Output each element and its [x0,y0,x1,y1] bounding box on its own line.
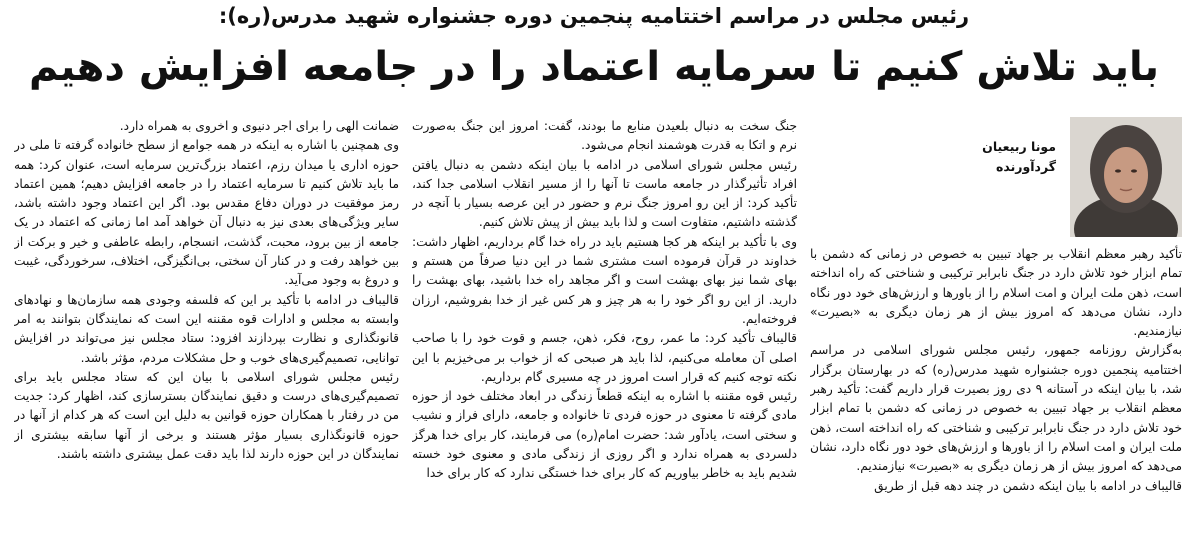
author-role: گردآورنده [995,159,1056,174]
paragraph: قالیباف تأکید کرد: ما عمر، روح، فکر، ذهن، جسم و قوت خود را با صاحب اصلی آن معامله می‌کنیم، لذا باید هر صبحی که از خواب بر می‌خیزیم با این نکته توجه کنیم که قرار است امروز در چه مسیری گام برداریم. [412,331,797,384]
author-box [810,117,1182,243]
paragraph: رئیس قوه مقننه با اشاره به اینکه قطعاً زندگی در ابعاد مختلف خود از حوزه مادی گرفته تا معنوی در حوزه فردی تا خانواده و جامعه، دارای فراز و نشیب و سختی است، یادآور شد: حضرت امام(ره) می فرمایند، کار برای خدا هرگز دلسردی به همراه ندارد و اگر روزی از زندگی مادی و معنوی خود خسته شدیم باید به خاطر بیاوریم که کار برای خدا خستگی ندارد که کار برای خدا [412,389,797,481]
article-column-3 [14,117,399,551]
paragraph: وی با تأکید بر اینکه هر کجا هستیم باید در راه خدا گام برداریم، اظهار داشت: خداوند در قرآن فرموده است مشتری شما در این دنیا صرفاً من هستم و بهای شما نیز بهای بهشت است و اگر مجاهد راه خدا باشید، بهای بهشت را دارید. از این رو اگر خود را به هر چیز و هر کس غیر از خدا بفروشیم، ارزان فروخته‌ایم. [412,234,797,326]
paragraph: قالیباف در ادامه با بیان اینکه دشمن در چند دهه قبل از طریق [874,478,1182,493]
paragraph: رئیس مجلس شورای اسلامی در ادامه با بیان اینکه دشمن به دنبال یافتن افراد تأثیرگذار در جامعه ماست تا آنها را از مسیر انقلاب اسلامی جدا کند، تأکید کرد: از این رو امروز جنگ نرم و حضور در این عرصه بسیار با آنچه در گذشته داشتیم، متفاوت است و لذا باید بیش از پیش تلاش کنیم. [412,157,797,230]
paragraph: قالیباف در ادامه با تأکید بر این که فلسفه وجودی همه سازمان‌ها و نهادهای وابسته به مجلس و ادارات قوه مقننه این است که نمایندگان بتوانند به امر قانونگذاری و نظارت بپردازند افزود: ستاد مجلس نیز می‌تواند در افزایش توانایی، تصمیم‌گیری‌های خوب و حل مشکلات مردم، مؤثر باشد. [14,292,399,365]
paragraph: ضمانت الهی را برای اجر دنیوی و اخروی به همراه دارد. [119,119,399,133]
article-column-1 [810,117,1182,551]
article-kicker: رئیس مجلس در مراسم اختتامیه پنجمین دوره جشنواره شهید مدرس(ره): [218,4,970,28]
article-headline: باید تلاش کنیم تا سرمایه اعتماد را در جامعه افزایش دهیم [28,44,1160,90]
paragraph: به‌گزارش روزنامه جمهور، رئیس مجلس شورای اسلامی در مراسم اختتامیه پنجمین دوره جشنواره شهید مدرس(ره) که در بهارستان برگزار شد، با بیان اینکه در آستانه ۹ دی روز بصیرت قرار داریم گفت: تأکید رهبر معظم انقلاب بر جهاد تبیین به خصوص در زمانی که دشمن با تمام ابزار خود تلاش دارد در جنگ نابرابر ترکیبی و شناختی که راه انداخته است، ذهن ملت ایران و امت اسلام را از باورها و ارزش‌های خود دور نگاه دارد، نشان می‌دهد که امروز بیش از هر زمان دیگری به «بصیرت» نیازمندیم. [810,343,1182,474]
author-photo [1070,117,1182,237]
article-column-2 [412,117,797,551]
paragraph: جنگ سخت به دنبال بلعیدن منابع ما بودند، گفت: امروز این جنگ به‌صورت نرم و اتکا به قدرت هوشمند انجام می‌شود. [412,119,797,153]
paragraph: وی همچنین با اشاره به اینکه در همه جوامع از سطح خانواده گرفته تا ملی در حوزه اداری یا میدان رزم، اعتماد بزرگ‌ترین سرمایه است، عنوان کرد: همه ما باید تلاش کنیم تا سرمایه اعتماد را در جامعه افزایش دهیم؛ همین اعتماد رمز موفقیت در دوران دفاع مقدس بود. اگر این اعتماد وجود داشته باشد، سایر ویژگی‌های بعدی نیز به دنبال آن خواهد آمد اما زمانی که اعتماد در یک جامعه از بین برود، محبت، گذشت، انسجام، رابطه عاطفی و خیر و برکت از بین خواهد رفت و در کنار آن سختی، بی‌انگیزگی، اختلاف، سرخوردگی، غیبت و دروغ به وجود می‌آید. [14,138,399,288]
paragraph: تأکید رهبر معظم انقلاب بر جهاد تبیین به خصوص در زمانی که دشمن با تمام ابزار خود تلاش دارد در جنگ نابرابر ترکیبی و شناختی که راه انداخته است، ذهن ملت ایران و امت اسلام را از باورها و ارزش‌های خود دور نگاه دارد، نشان می‌دهد که امروز بیش از هر زمان دیگری به «بصیرت» نیازمندیم. [810,247,1182,339]
paragraph: رئیس مجلس شورای اسلامی با بیان این که ستاد مجلس باید برای تصمیم‌گیری‌های درست و دقیق نمایندگان بسترسازی کند، اظهار کرد: جدیت من در رفتار با همکاران حوزه قوانین به دلیل این است که هر کدام از آنها در حوزه قانونگذاری بسیار مؤثر هستند و برخی از آنها سابقه بیشتری از نمایندگان در این حوزه دارند لذا باید دقت عمل بیشتری داشته باشند. [14,369,399,462]
author-name: مونا ربیعیان [982,139,1056,154]
